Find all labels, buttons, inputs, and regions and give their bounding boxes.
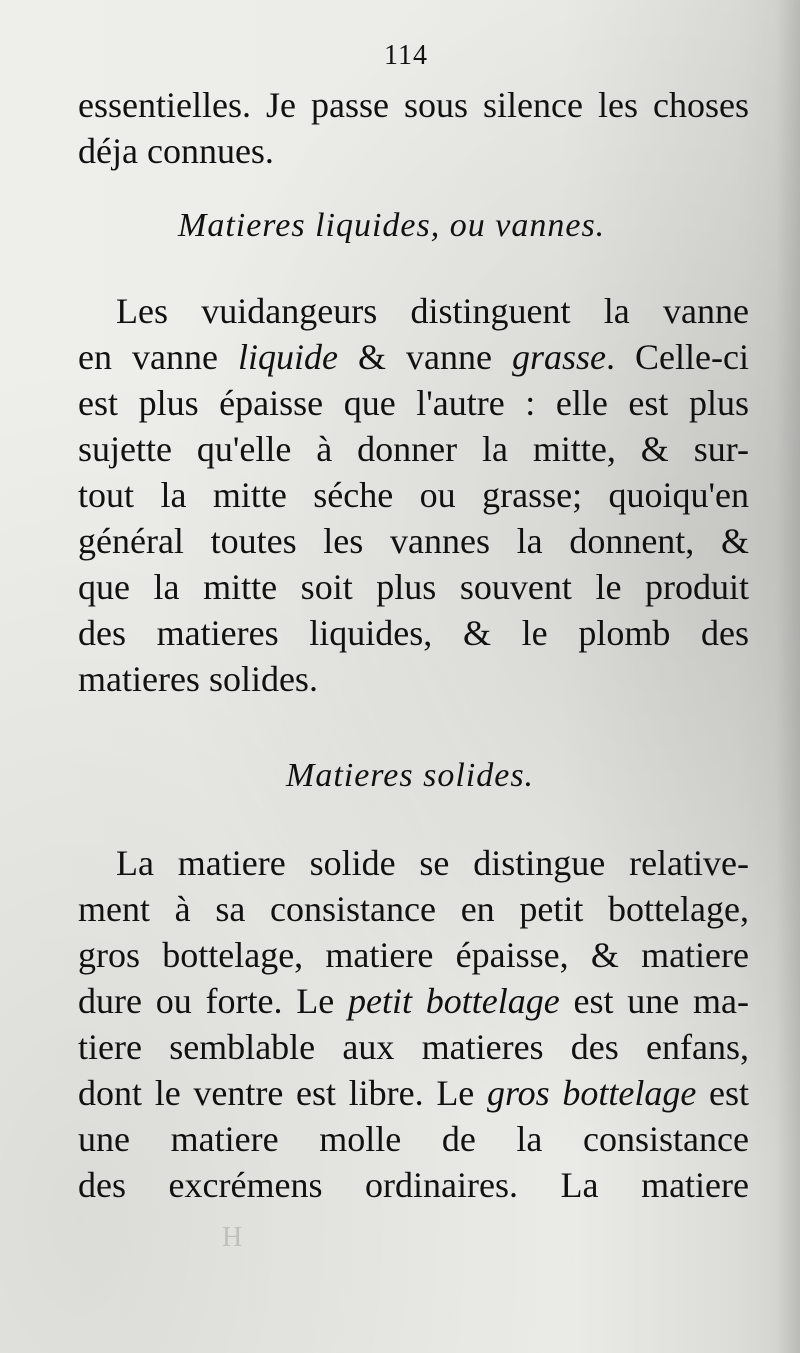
text-run: . Celle-ci [606,337,749,377]
text-line: déja connues. [78,131,274,171]
text-run: dont le ventre est libre. Le [78,1073,487,1113]
page-number: 114 [384,40,428,71]
signature-mark: H [222,1222,243,1253]
text-line: Les vuidangeurs distinguent la vanne [116,291,749,331]
page-edge-shadow [776,0,800,1353]
text-line: des excrémens ordinaires. La matiere [78,1165,749,1205]
text-line: La matiere solide se distingue relative- [116,843,749,883]
italic-text: petit bottelage [348,981,560,1021]
text-line: tout la mitte séche ou grasse; quoiqu'en [78,475,749,515]
text-line: ment à sa consistance en petit bottelage, [78,889,749,929]
text-line: matieres solides. [78,659,318,699]
text-line [78,978,749,1024]
section-heading: Matieres solides. [286,757,535,794]
text-line: des matieres liquides, & le plomb des [78,613,749,653]
text-run: dure ou forte. Le [78,981,348,1021]
text-line [78,1070,749,1116]
text-line: tiere semblable aux matieres des enfans, [78,1027,749,1067]
italic-text: grasse [512,337,607,377]
italic-text: gros bottelage [486,1073,697,1113]
section-heading: Matieres liquides, ou vannes. [178,207,606,244]
text-run: est [696,1073,749,1113]
text-line: général toutes les vannes la donnent, & [78,521,749,561]
text-line: sujette qu'elle à donner la mitte, & sur- [78,429,749,469]
text-run: & vanne [337,337,512,377]
text-line: une matiere molle de la consistance [78,1119,749,1159]
text-run: en vanne [78,337,238,377]
text-run: est une ma- [559,981,749,1021]
text-line [78,334,749,380]
text-line: est plus épaisse que l'autre : elle est plus [78,383,749,423]
text-line: essentielles. Je passe sous silence les choses [78,85,749,125]
text-line: que la mitte soit plus souvent le produit [78,567,749,607]
italic-text: liquide [237,337,338,377]
text-line: gros bottelage, matiere épaisse, & matiere [78,935,749,975]
